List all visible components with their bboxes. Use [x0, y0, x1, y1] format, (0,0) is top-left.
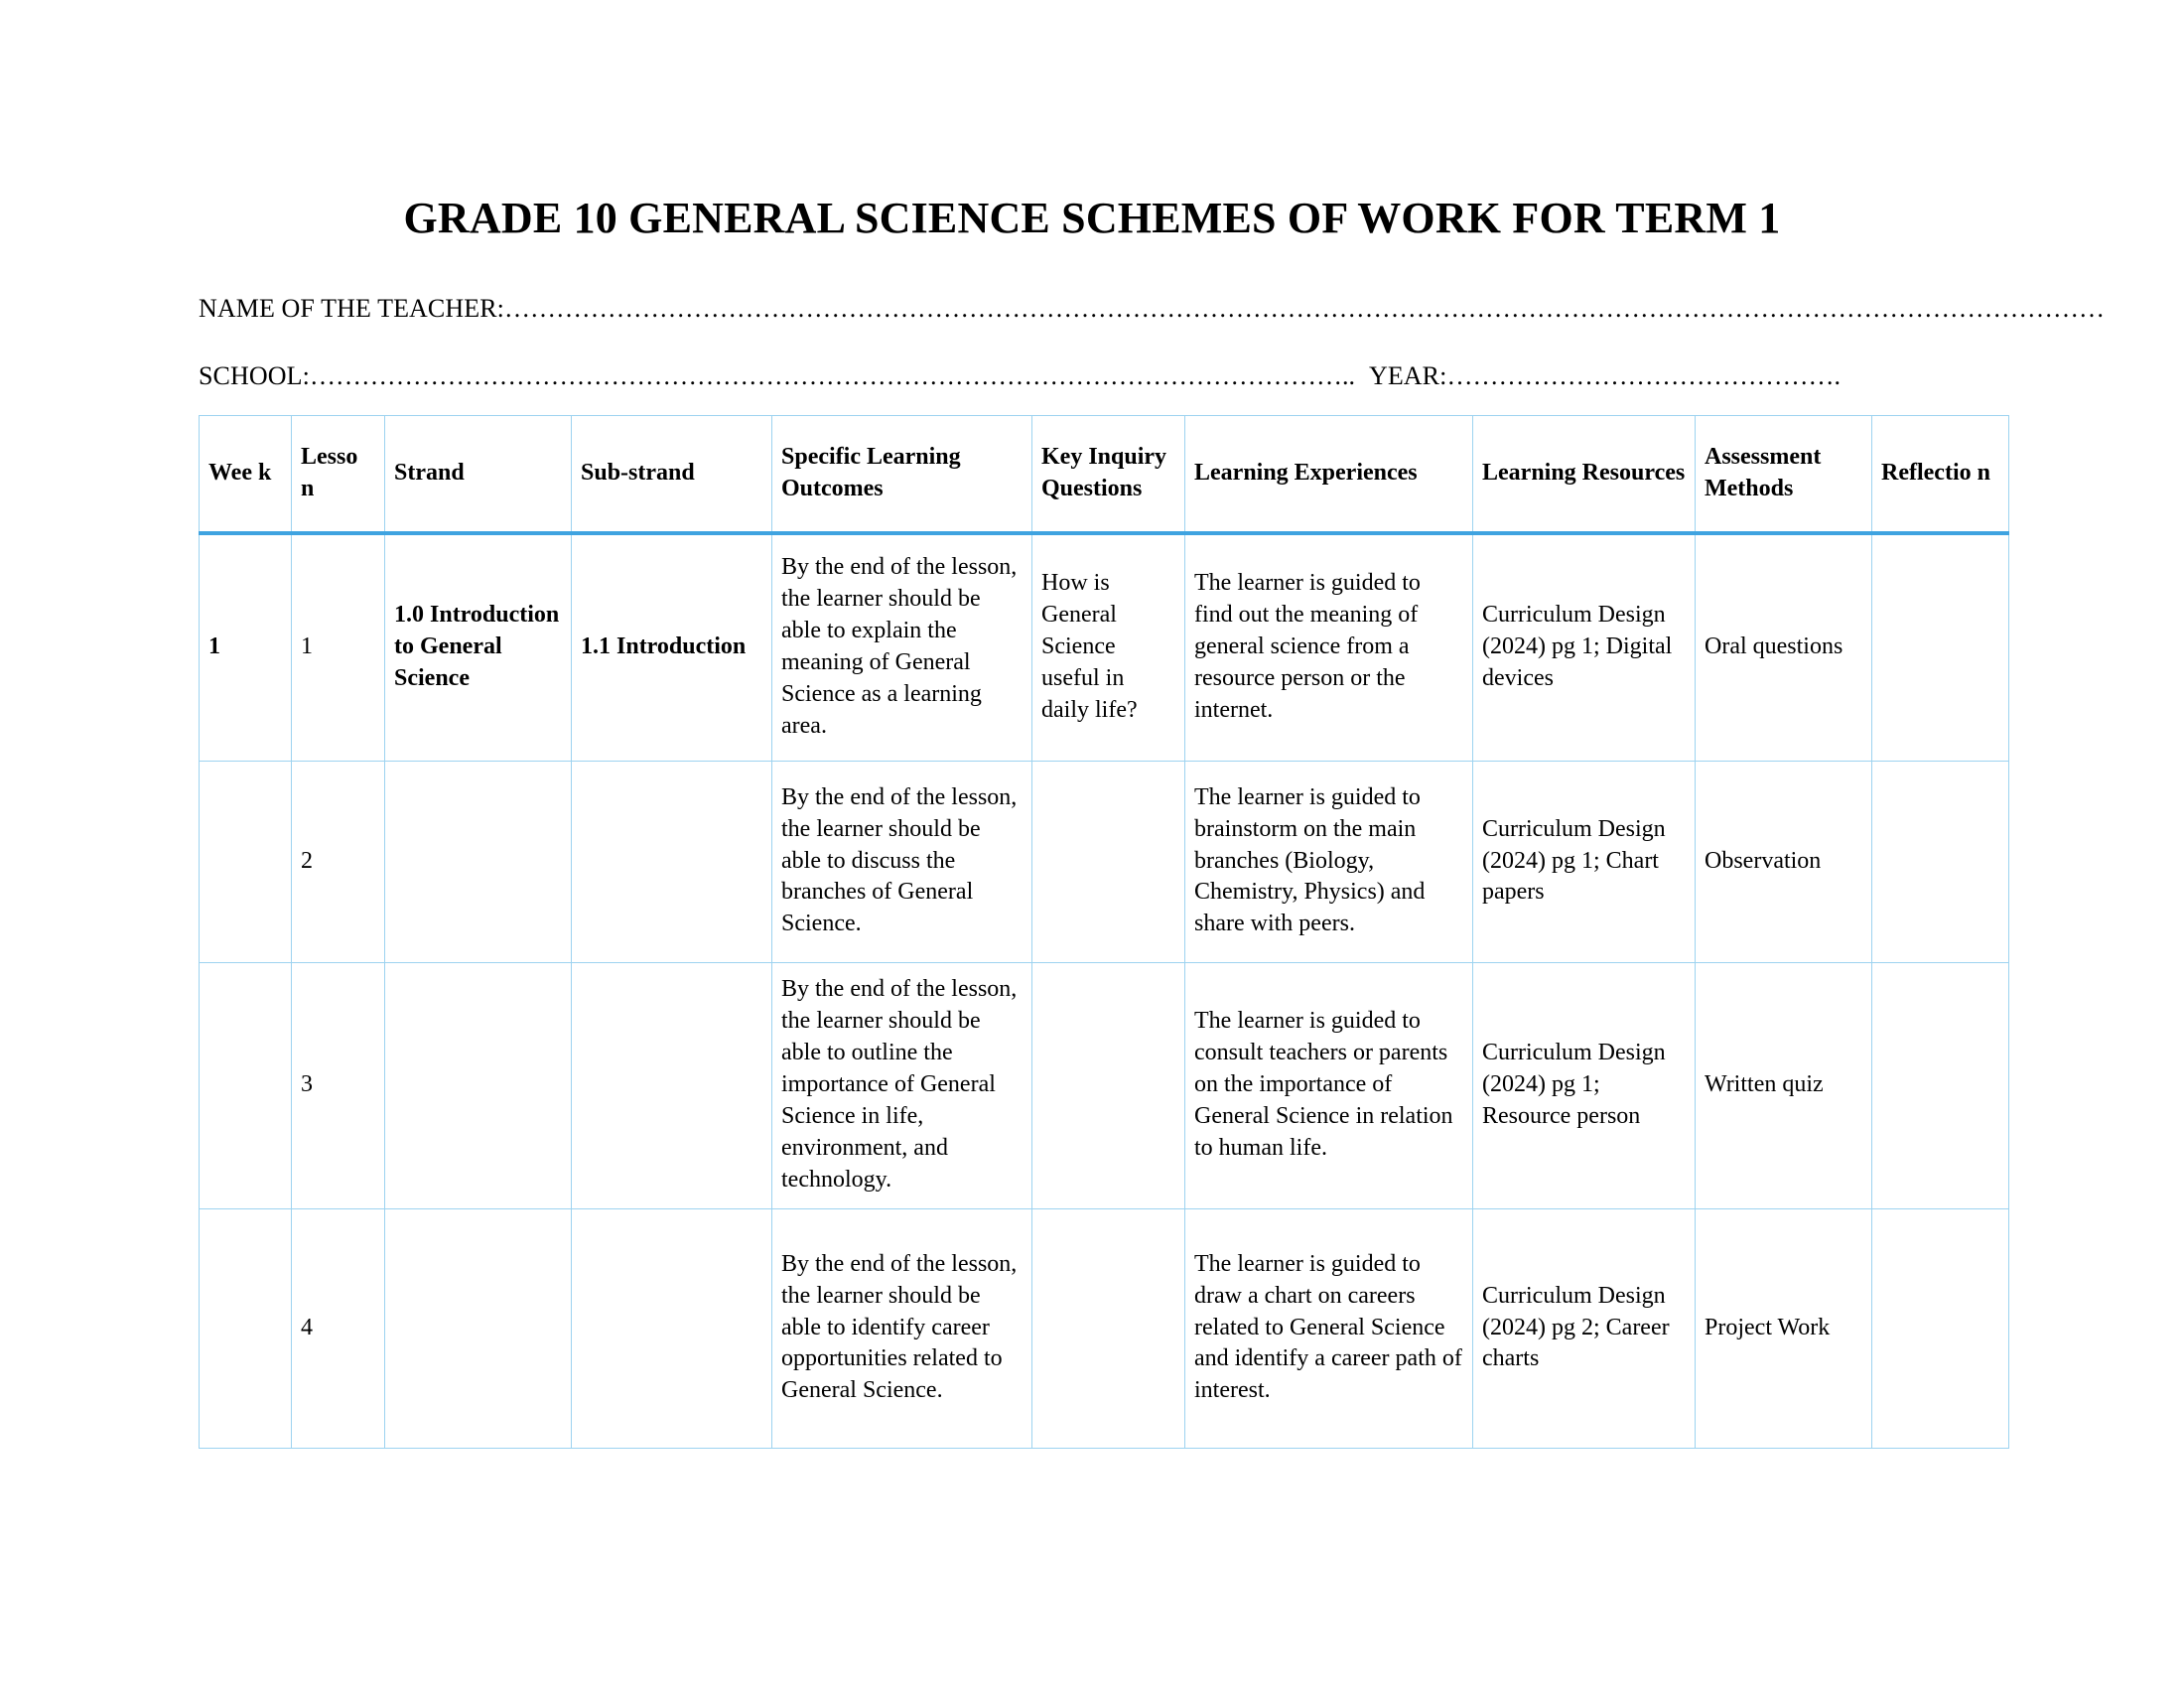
column-header-learning-resources: Learning Resources — [1473, 416, 1696, 533]
cell-sub-strand: 1.1 Introduction — [572, 533, 772, 762]
cell-strand — [385, 761, 572, 962]
cell-strand — [385, 1208, 572, 1448]
year-fill: ………………………………………. — [1446, 361, 1841, 391]
teacher-name-fill: …………………………………………………………………………………………………………………………………………………………………… — [504, 294, 2105, 324]
cell-experiences: The learner is guided to consult teachers or parents on the importance of General Science in relation to human life. — [1185, 962, 1473, 1208]
cell-sub-strand — [572, 761, 772, 962]
cell-sub-strand — [572, 962, 772, 1208]
cell-outcomes: By the end of the lesson, the learner should be able to discuss the branches of General Science. — [772, 761, 1032, 962]
table-header-row — [200, 416, 2009, 533]
cell-assessment: Oral questions — [1696, 533, 1872, 762]
cell-reflection — [1872, 761, 2009, 962]
schemes-of-work-table — [199, 415, 2009, 1449]
cell-assessment: Project Work — [1696, 1208, 1872, 1448]
cell-week — [200, 962, 292, 1208]
cell-inquiry — [1032, 761, 1185, 962]
cell-strand — [385, 962, 572, 1208]
cell-reflection — [1872, 962, 2009, 1208]
cell-outcomes: By the end of the lesson, the learner should be able to outline the importance of General Science in life, environment, and technology. — [772, 962, 1032, 1208]
column-header-lesson: Lesso n — [292, 416, 385, 533]
cell-resources: Curriculum Design (2024) pg 1; Chart papers — [1473, 761, 1696, 962]
cell-week — [200, 1208, 292, 1448]
school-year-line — [199, 361, 2010, 391]
cell-strand: 1.0 Introduction to General Science — [385, 533, 572, 762]
cell-assessment: Written quiz — [1696, 962, 1872, 1208]
cell-resources: Curriculum Design (2024) pg 2; Career charts — [1473, 1208, 1696, 1448]
cell-resources: Curriculum Design (2024) pg 1; Digital devices — [1473, 533, 1696, 762]
cell-reflection — [1872, 1208, 2009, 1448]
cell-week: 1 — [200, 533, 292, 762]
year-label: YEAR: — [1368, 361, 1447, 391]
cell-inquiry — [1032, 1208, 1185, 1448]
teacher-name-label: NAME OF THE TEACHER: — [199, 294, 504, 324]
school-fill: ………………………………………………………………………………………………………….. — [309, 361, 1355, 391]
cell-lesson: 4 — [292, 1208, 385, 1448]
cell-reflection — [1872, 533, 2009, 762]
column-header-key-inquiry-questions: Key Inquiry Questions — [1032, 416, 1185, 533]
cell-experiences: The learner is guided to find out the meaning of general science from a resource person or the internet. — [1185, 533, 1473, 762]
cell-sub-strand — [572, 1208, 772, 1448]
table-row — [200, 533, 2009, 762]
school-label: SCHOOL: — [199, 361, 310, 391]
cell-outcomes: By the end of the lesson, the learner should be able to identify career opportunities related to General Science. — [772, 1208, 1032, 1448]
table-row — [200, 1208, 2009, 1448]
column-header-sub-strand: Sub-strand — [572, 416, 772, 533]
cell-lesson: 1 — [292, 533, 385, 762]
column-header-specific-learning-outcomes: Specific Learning Outcomes — [772, 416, 1032, 533]
cell-experiences: The learner is guided to draw a chart on careers related to General Science and identify a career path of interest. — [1185, 1208, 1473, 1448]
table-row — [200, 761, 2009, 962]
cell-assessment: Observation — [1696, 761, 1872, 962]
column-header-week: Wee k — [200, 416, 292, 533]
document-meta-block — [0, 294, 2184, 391]
cell-inquiry: How is General Science useful in daily life? — [1032, 533, 1185, 762]
column-header-reflection: Reflectio n — [1872, 416, 2009, 533]
column-header-strand: Strand — [385, 416, 572, 533]
cell-lesson: 2 — [292, 761, 385, 962]
cell-inquiry — [1032, 962, 1185, 1208]
column-header-assessment-methods: Assessment Methods — [1696, 416, 1872, 533]
page-title: GRADE 10 GENERAL SCIENCE SCHEMES OF WORK FOR TERM 1 — [403, 194, 1781, 242]
column-header-learning-experiences: Learning Experiences — [1185, 416, 1473, 533]
cell-outcomes: By the end of the lesson, the learner should be able to explain the meaning of General Science as a learning area. — [772, 533, 1032, 762]
teacher-name-line — [199, 294, 2105, 324]
cell-resources: Curriculum Design (2024) pg 1; Resource person — [1473, 962, 1696, 1208]
cell-lesson: 3 — [292, 962, 385, 1208]
table-row — [200, 962, 2009, 1208]
cell-experiences: The learner is guided to brainstorm on the main branches (Biology, Chemistry, Physics) and share with peers. — [1185, 761, 1473, 962]
cell-week — [200, 761, 292, 962]
